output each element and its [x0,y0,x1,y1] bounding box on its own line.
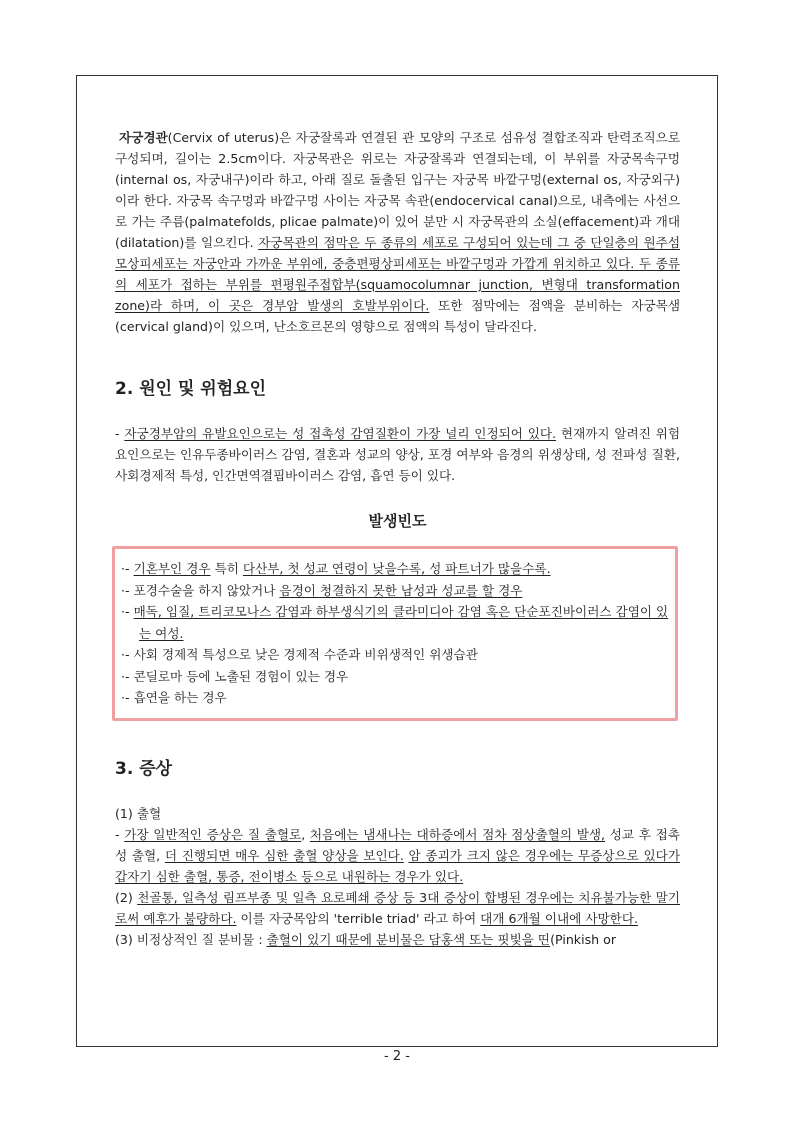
list-item: ·- 포경수술을 하지 않았거나 음경이 청결하지 못한 남성과 성교를 할 경우 [121,582,523,598]
incidence-box [112,546,678,721]
symptom-bleeding-label: (1) 출혈 [115,805,162,821]
symptom-triad-paragraph: (2) 천골통, 일측성 림프부종 및 일측 요로폐쇄 증상 등 3대 증상이 합병된 경우에는 치유불가능한 말기로써 예후가 불량하다. 이를 자궁목암의 'terrible triad' 라고 하여 대개 6개월 이내에 사망한다. [115,889,681,926]
section-heading-symptoms: 3. 증상 [115,758,173,779]
symptom-discharge-paragraph: (3) 비정상적인 질 분비물 : 출혈이 있기 때문에 분비물은 담홍색 또는 핏빛을 띤(Pinkish or [115,931,617,947]
list-item: ·- 콘딜로마 등에 노출된 경험이 있는 경우 [121,668,349,684]
section-heading-causes: 2. 원인 및 위험요인 [115,379,266,399]
document-body [115,127,680,950]
list-item: ·- 흡연을 하는 경우 [121,690,227,705]
subheading-incidence: 발생빈도 [368,512,427,530]
intro-paragraph: 자궁경관(Cervix of uterus)은 자궁잘록과 연결된 관 모양의 구조로 섬유성 결합조직과 탄력조직으로 구성되며, 길이는 2.5cm이다. 자궁목관은 위로는 자궁잘록과 연결되는데, 이 부위를 자궁목속구멍(internal os, 자궁내구)이라 하고, 아래 질로 돌출된 입구는 자궁목 바깥구멍(external os, 자궁외구)이라 한다. 자궁목 속구멍과 바깥구멍 사이는 자궁목 속관(endocervical canal)으로, 내측에는 사선으로 가는 주름(palmatefolds, plicae palmate)이 있어 분만 시 자궁목관의 소실(effacement)과 개대(dilatation)를 일으킨다. 자궁목관의 점막은 두 종류의 세포로 구성되어 있는데 그 중 단일층의 원주섬모상피세포는 자궁안과 가까운 부위에, 중층편평상피세포는 바깥구멍과 가깝게 위치하고 있다. 두 종류의 세포가 접하는 부위를 편평원주접합부(squamocolumnar junction, 변형대 transformation zone)라 하며, 이 곳은 경부암 발생의 호발부위이다. 또한 점막에는 점액을 분비하는 자궁목샘(cervical gland)이 있으며, 난소호르몬의 영향으로 점액의 특성이 달라진다. [115,130,681,334]
term-cervix: 자궁경관 [119,130,168,145]
list-item: ·- 사회 경제적 특성으로 낮은 경제적 수준과 비위생적인 위생습관 [121,647,478,662]
page-number: - 2 - [384,1049,410,1064]
underlined-text: 자궁목관의 점막은 두 종류의 세포로 구성되어 있는데 그 중 단일층의 원주섬모상피세포는 자궁안과 가까운 부위에, 중층편평상피세포는 바깥구멍과 가깝게 위치하고 있다. 두 종류의 세포가 접하는 부위를 편평원주접합부(squamocolumnar junction, 변형대 transformation zone)라 하며, 이 곳은 경부암 발생의 호발부위이다. [115,235,681,313]
symptom-bleeding-paragraph: - 가장 일반적인 증상은 질 출혈로, 처음에는 냄새나는 대하증에서 점차 점상출혈의 발생, 성교 후 접촉성 출혈, 더 진행되면 매우 심한 출혈 양상을 보인다. 암 종괴가 크지 않은 경우에는 무증상으로 있다가 갑자기 심한 출혈, 통증, 전이병소 등으로 내원하는 경우가 있다. [115,826,680,884]
causes-paragraph: - 자궁경부암의 유발요인으로는 성 접촉성 감염질환이 가장 널리 인정되어 있다. 현재까지 알려진 위험요인으로는 인유두종바이러스 감염, 결혼과 성교의 양상, 포경 여부와 음경의 위생상태, 성 전파성 질환, 사회경제적 특성, 인간면역결핍바이러스 감염, 흡연 등이 있다. [115,426,680,483]
underlined-text: 자궁경부암의 유발요인으로는 성 접촉성 감염질환이 가장 널리 인정되어 있다. [124,426,557,441]
list-item: ·- 기혼부인 경우 특히 다산부, 첫 성교 연령이 낮을수록, 성 파트너가 많을수록. [121,561,551,576]
list-item: ·- 매독, 임질, 트리코모나스 감염과 하부생식기의 클라미디아 감염 혹은 단순포진바이러스 감염이 있는 여성. [121,604,669,641]
